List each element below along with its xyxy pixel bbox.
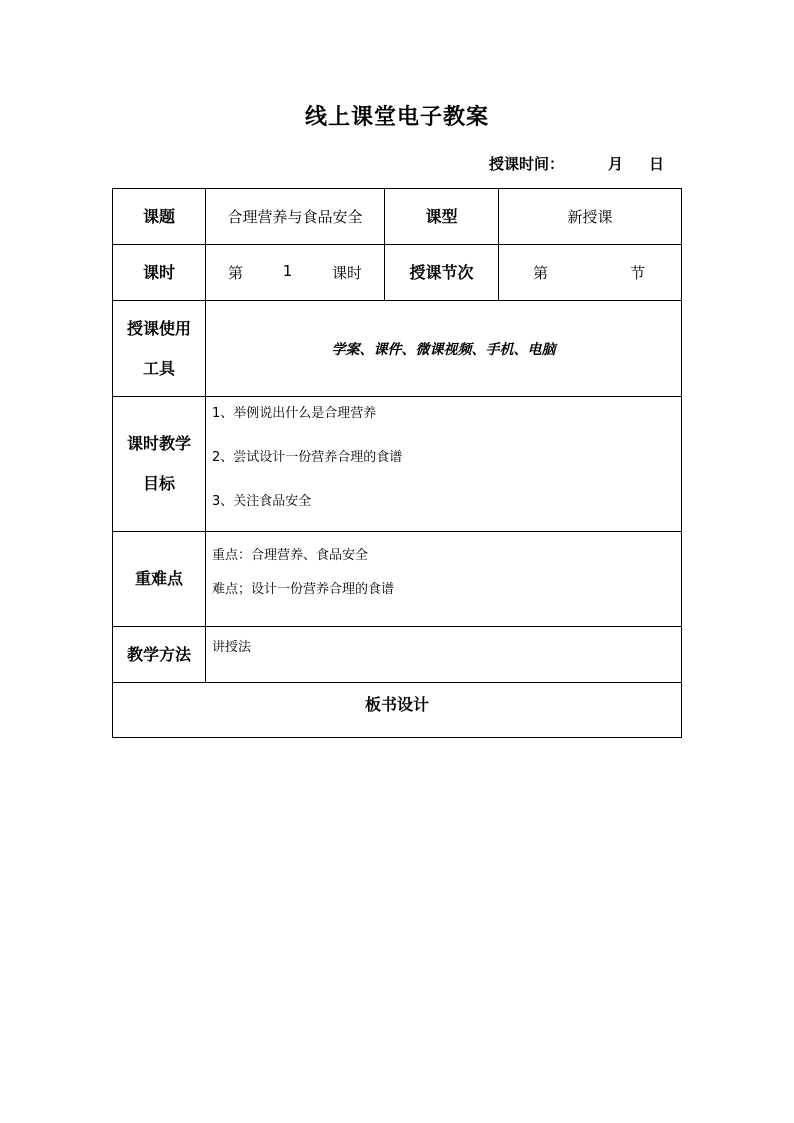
objectives-list [206,397,682,532]
keypoints-list [206,532,682,627]
table-row-method [113,627,682,683]
table-row-board [113,683,682,738]
tools-value: 学案、课件、微课视频、手机、电脑 [206,301,682,397]
tools-label-line2: 工具 [142,358,175,378]
method-value [206,627,682,683]
tools-label [113,301,206,397]
month-label: 月 [608,155,624,173]
objectives-label [113,397,206,532]
section-value [499,245,682,301]
hours-value [206,245,385,301]
type-label: 课型 [385,189,499,245]
table-row-objectives [113,397,682,532]
section-suffix: 节 [629,264,645,282]
list-item: 难点；设计一份营养合理的食谱 [212,582,395,597]
method-text: 讲授法 [212,640,252,655]
lesson-date [489,153,664,174]
hours-number: 1 [282,262,293,280]
hours-prefix: 第 [228,264,244,282]
hours-label: 课时 [113,245,206,301]
table-row-tools [113,301,682,397]
lesson-plan-table [112,188,682,738]
objectives-label-line1: 课时教学 [126,434,191,453]
board-design-label: 板书设计 [113,683,682,738]
table-row-keypoints [113,532,682,627]
list-item: 1、举例说出什么是合理营养 [212,406,377,421]
tools-label-line1: 授课使用 [126,318,191,338]
list-item: 重点：合理营养、食品安全 [212,548,369,563]
topic-label: 课题 [113,189,206,245]
section-label: 授课节次 [385,245,499,301]
objectives-label-line2: 目标 [142,474,175,493]
day-label: 日 [649,155,665,173]
table-row-topic [113,189,682,245]
list-item: 2、尝试设计一份营养合理的食谱 [212,450,403,465]
date-label: 授课时间： [489,155,565,173]
table-row-hours [113,245,682,301]
topic-value: 合理营养与食品安全 [206,189,385,245]
hours-suffix: 课时 [331,264,362,282]
section-prefix: 第 [533,264,549,282]
keypoints-label: 重难点 [113,532,206,627]
page-title: 线上课堂电子教案 [304,105,489,130]
method-label: 教学方法 [113,627,206,683]
type-value: 新授课 [499,189,682,245]
list-item: 3、关注食品安全 [212,494,312,509]
